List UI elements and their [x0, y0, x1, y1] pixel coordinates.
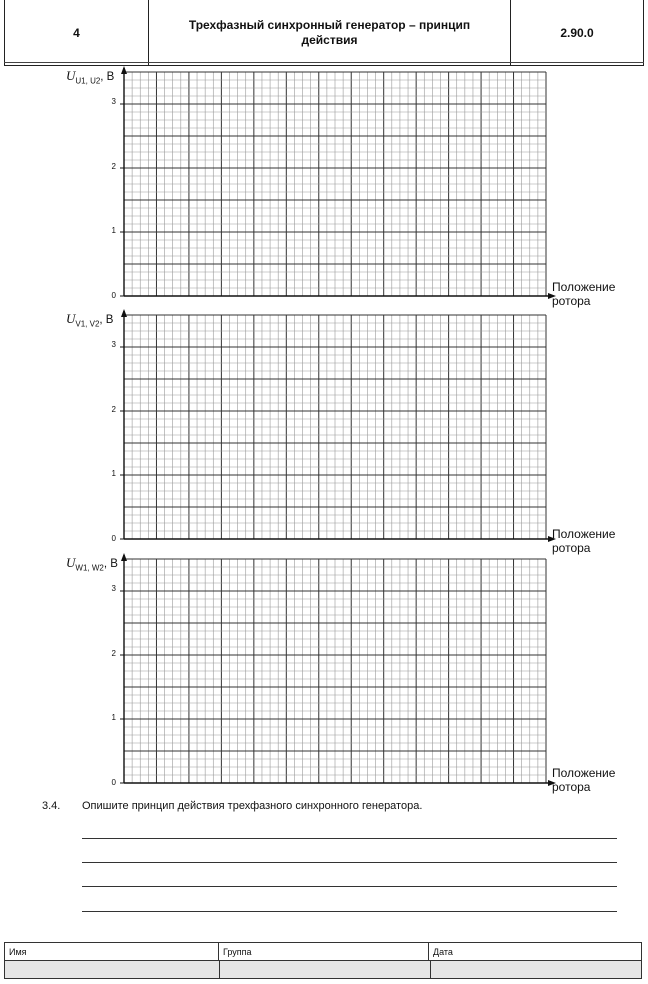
task-text: Опишите принцип действия трехфазного синхронного генератора.: [82, 800, 423, 812]
grid-u: [0, 66, 648, 306]
y-tick-0: 0: [111, 291, 116, 300]
task-prompt: [42, 800, 422, 812]
y-axis-label-v: $U_{V1, V2}$, В: [66, 311, 114, 329]
graph-v: [0, 309, 648, 555]
date-field[interactable]: [431, 961, 641, 978]
name-label: Имя: [5, 943, 219, 960]
grid-w: [0, 553, 648, 793]
x-axis-label-u: Положение ротора: [552, 280, 616, 308]
y-tick-3: 3: [111, 340, 116, 349]
graph-u: [0, 66, 648, 306]
answer-line[interactable]: [82, 838, 617, 839]
header-table: [4, 0, 644, 66]
header-rule: [4, 62, 644, 63]
grid-v: [0, 309, 648, 549]
group-label: Группа: [219, 943, 429, 960]
y-tick-1: 1: [111, 713, 116, 722]
y-tick-3: 3: [111, 97, 116, 106]
y-axis-label-w: $U_{W1, W2}$, В: [66, 555, 118, 573]
answer-line[interactable]: [82, 862, 617, 863]
y-axis-label-u: $U_{U1, U2}$, В: [66, 68, 115, 86]
answer-line[interactable]: [82, 911, 617, 912]
y-tick-1: 1: [111, 469, 116, 478]
answer-line[interactable]: [82, 886, 617, 887]
date-label: Дата: [433, 947, 453, 957]
graph-w: [0, 553, 648, 793]
task-number: 3.4.: [42, 800, 61, 812]
y-tick-2: 2: [111, 649, 116, 658]
y-tick-1: 1: [111, 226, 116, 235]
group-field[interactable]: [220, 961, 431, 978]
header-number: 4: [5, 0, 149, 65]
x-axis-label-w: Положение ротора: [552, 766, 616, 794]
name-field[interactable]: [5, 961, 220, 978]
x-axis-label-v: Положение ротора: [552, 527, 616, 555]
header-title: Трехфазный синхронный генератор – принцип действия: [149, 0, 511, 65]
footer-table: [4, 942, 642, 979]
y-tick-0: 0: [111, 534, 116, 543]
y-tick-2: 2: [111, 405, 116, 414]
y-tick-0: 0: [111, 778, 116, 787]
y-tick-2: 2: [111, 162, 116, 171]
y-tick-3: 3: [111, 584, 116, 593]
header-code: 2.90.0: [560, 25, 594, 40]
